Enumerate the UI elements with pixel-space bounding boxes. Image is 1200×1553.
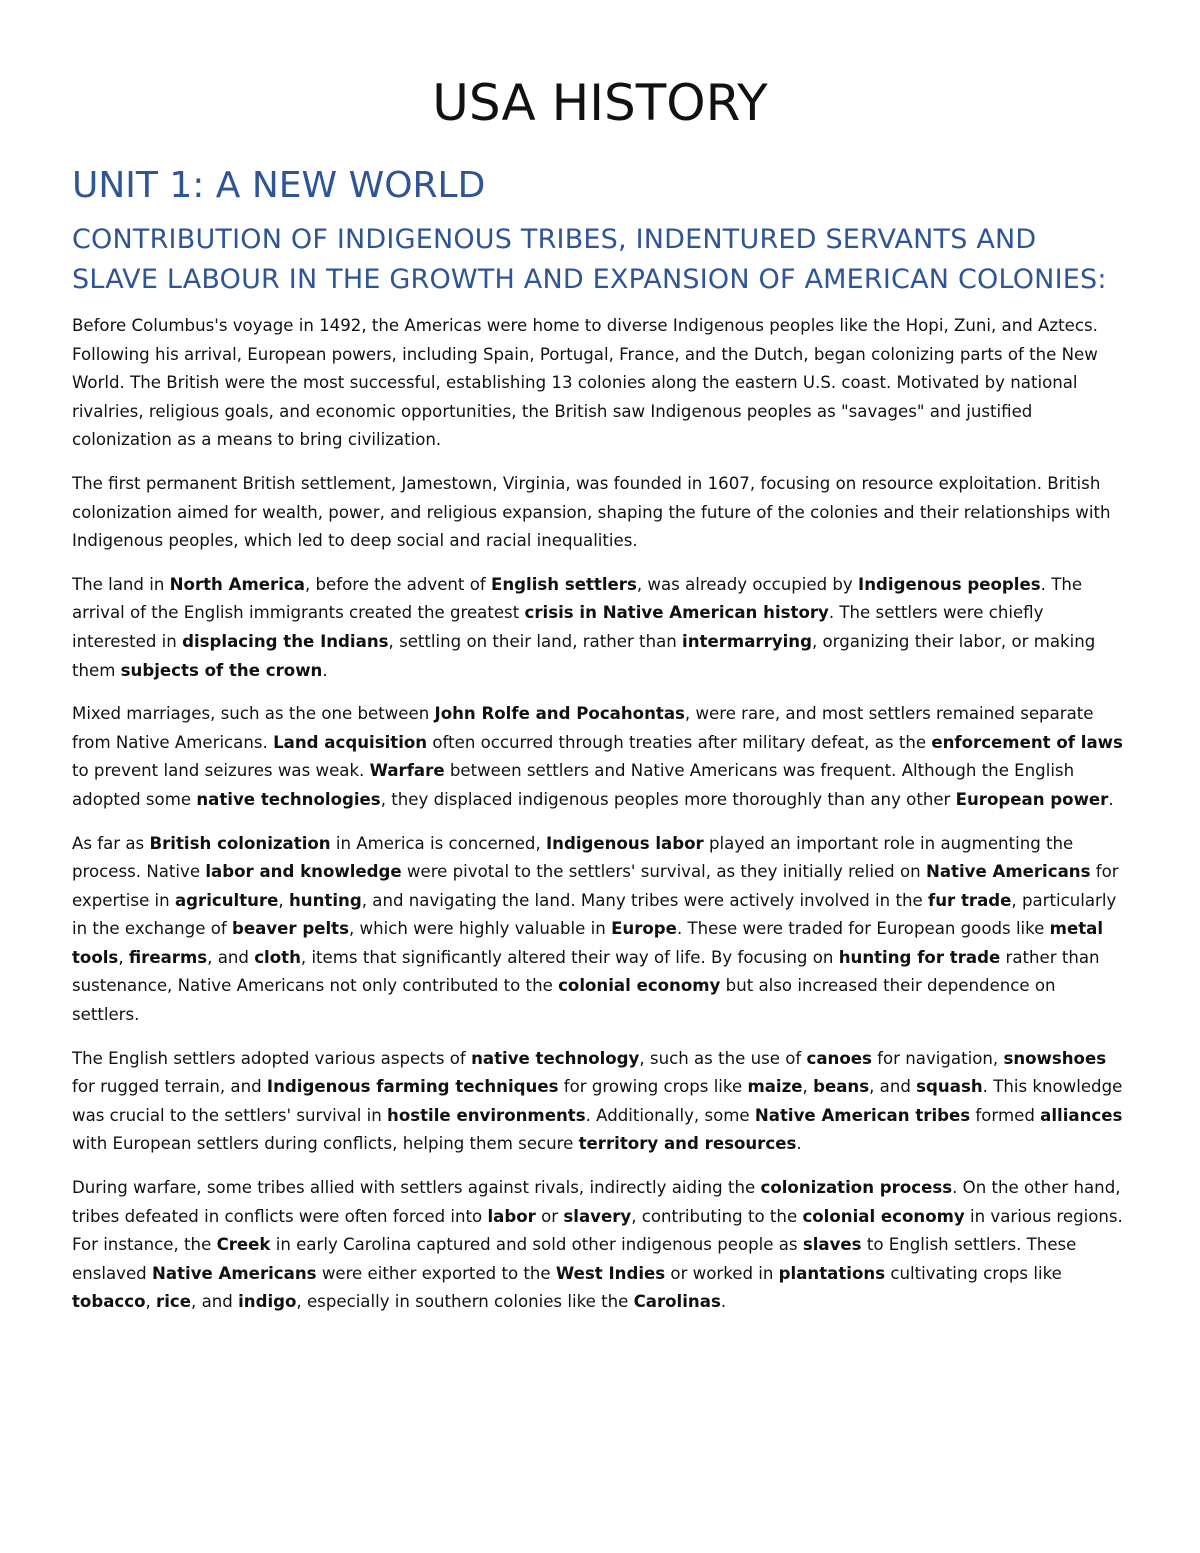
text-run: , and	[207, 947, 255, 967]
bold-term: West Indies	[555, 1263, 666, 1283]
text-run: , organizing their labor, or making them	[72, 631, 1096, 680]
body-text	[72, 312, 1128, 1317]
bold-term: slaves	[802, 1235, 862, 1255]
bold-term: labor	[487, 1206, 536, 1226]
text-run: rather than sustenance, Native Americans not only contributed to the	[72, 947, 1100, 996]
document-title: USA HISTORY	[432, 74, 768, 132]
text-run: , were rare, and most settlers remained separate from Native Americans.	[72, 704, 1094, 752]
bold-term: colonial economy	[558, 976, 721, 996]
text-run: Mixed marriages, such as the one between	[72, 704, 435, 724]
bold-term: territory and resources	[578, 1134, 797, 1154]
bold-term: Indigenous labor	[546, 833, 704, 853]
text-run: The first permanent British settlement, Jamestown, Virginia, was founded in 1607, focusing on resource exploitation. British colonization aimed for wealth, power, and religious expansion, shaping the future of the colonies and their relationships with Indigenous peoples, which led to deep social and racial inequalities.	[72, 473, 1111, 551]
text-run: , settling on their land, rather than	[388, 631, 683, 651]
bold-term: Creek	[216, 1235, 271, 1255]
text-run: ,	[118, 947, 129, 967]
bold-term: Indigenous farming techniques	[266, 1077, 559, 1097]
text-run: , and	[869, 1077, 917, 1097]
paragraph	[72, 571, 1128, 685]
bold-term: Warfare	[369, 761, 445, 781]
text-run: .	[1108, 789, 1114, 809]
text-run: in various regions. For instance, the	[72, 1206, 1123, 1255]
bold-term: tobacco	[72, 1292, 146, 1312]
text-run: , which were highly valuable in	[348, 919, 612, 939]
text-run: formed	[970, 1105, 1041, 1125]
text-run: for expertise in	[72, 862, 1119, 910]
bold-term: colonization process	[760, 1178, 953, 1198]
text-run: ,	[145, 1292, 157, 1312]
bold-term: enforcement of laws	[931, 732, 1123, 752]
bold-term: metal tools	[72, 919, 1104, 967]
text-run: The land in	[72, 574, 170, 594]
bold-term: beans	[813, 1077, 870, 1097]
text-run: to English settlers. These enslaved	[72, 1235, 1077, 1283]
bold-term: native technology	[471, 1048, 640, 1068]
text-run: During warfare, some tribes allied with settlers against rivals, indirectly aiding the	[72, 1178, 761, 1198]
text-run: , and	[191, 1292, 239, 1312]
bold-term: John Rolfe and Pocahontas	[434, 704, 685, 724]
bold-term: Carolinas	[633, 1292, 721, 1312]
text-run: but also increased their dependence on settlers.	[72, 976, 1056, 1025]
bold-term: labor and knowledge	[205, 862, 402, 882]
bold-term: fur trade	[927, 890, 1012, 910]
unit-heading: UNIT 1: A NEW WORLD	[72, 165, 486, 206]
text-run: were pivotal to the settlers' survival, as they initially relied on	[401, 862, 926, 882]
text-run: played an important role in augmenting the process. Native	[72, 833, 1074, 882]
bold-term: subjects of the crown	[120, 660, 323, 680]
bold-term: British colonization	[149, 833, 331, 853]
text-run: or worked in	[665, 1263, 779, 1283]
bold-term: squash	[916, 1077, 983, 1097]
bold-term: hunting for trade	[838, 947, 1001, 967]
paragraph	[72, 1174, 1128, 1317]
bold-term: canoes	[806, 1048, 872, 1068]
bold-term: English settlers	[491, 574, 637, 594]
text-run: often occurred through treaties after military defeat, as the	[427, 732, 932, 752]
bold-term: beaver pelts	[231, 919, 349, 939]
text-run: .	[322, 660, 328, 680]
text-run: to prevent land seizures was weak.	[72, 761, 370, 781]
bold-term: North America	[169, 574, 305, 594]
text-run: , especially in southern colonies like the	[296, 1292, 634, 1312]
text-run: ,	[802, 1077, 814, 1097]
bold-term: cloth	[254, 947, 301, 967]
text-run: between settlers and Native Americans was frequent. Although the English adopted some	[72, 761, 1075, 809]
paragraph	[72, 1045, 1128, 1159]
bold-term: Indigenous peoples	[858, 574, 1041, 594]
bold-term: maize	[747, 1077, 803, 1097]
paragraph	[72, 312, 1128, 455]
text-run: , particularly in the exchange of	[72, 890, 1117, 939]
paragraph	[72, 830, 1128, 1030]
bold-term: native technologies	[196, 789, 381, 809]
bold-term: plantations	[778, 1263, 886, 1283]
bold-term: hunting	[288, 890, 362, 910]
text-run: .	[720, 1292, 727, 1312]
text-run: , such as the use of	[639, 1048, 807, 1068]
text-run: ,	[278, 890, 289, 910]
text-run: cultivating crops like	[885, 1263, 1062, 1283]
text-run: , contributing to the	[631, 1206, 803, 1226]
text-run: , and navigating the land. Many tribes were actively involved in the	[361, 890, 928, 910]
text-run: . The settlers were chiefly interested in	[72, 603, 1044, 651]
text-run: . The arrival of the English immigrants created the greatest	[72, 574, 1083, 623]
text-run: , was already occupied by	[636, 574, 859, 594]
paragraph	[72, 700, 1128, 814]
text-run: or	[535, 1206, 564, 1226]
text-run: . This knowledge was crucial to the settlers' survival in	[72, 1077, 1123, 1125]
text-run: for growing crops like	[558, 1077, 748, 1097]
bold-term: Land acquisition	[273, 732, 428, 752]
bold-term: colonial economy	[802, 1206, 965, 1226]
bold-term: European power	[955, 789, 1109, 809]
bold-term: Native American tribes	[754, 1105, 971, 1125]
bold-term: snowshoes	[1003, 1048, 1107, 1068]
text-run: , before the advent of	[304, 574, 491, 594]
section-heading: CONTRIBUTION OF INDIGENOUS TRIBES, INDENTURED SERVANTS AND SLAVE LABOUR IN THE GROWTH AND EXPANSION OF AMERICAN COLONIES:	[72, 224, 1107, 295]
bold-term: slavery	[563, 1206, 632, 1226]
bold-term: crisis in Native American history	[524, 603, 829, 623]
bold-term: Europe	[611, 919, 677, 939]
text-run: .	[796, 1134, 802, 1154]
text-run: , they displaced indigenous peoples more thoroughly than any other	[380, 789, 956, 809]
text-run: for navigation,	[871, 1048, 1004, 1068]
text-run: with European settlers during conflicts, helping them secure	[72, 1134, 579, 1154]
bold-term: agriculture	[174, 890, 279, 910]
text-run: for rugged terrain, and	[72, 1077, 267, 1097]
paragraph	[72, 470, 1128, 556]
text-run: were either exported to the	[316, 1263, 556, 1283]
bold-term: firearms	[128, 947, 208, 967]
text-run: . These were traded for European goods like	[676, 919, 1050, 939]
text-run: . Additionally, some	[585, 1105, 755, 1125]
bold-term: displacing the Indians	[182, 631, 389, 651]
bold-term: Native Americans	[925, 862, 1091, 882]
text-run: As far as	[72, 833, 150, 853]
text-run: The English settlers adopted various aspects of	[72, 1048, 472, 1068]
bold-term: alliances	[1040, 1105, 1123, 1125]
bold-term: indigo	[238, 1292, 297, 1312]
text-run: Before Columbus's voyage in 1492, the Americas were home to diverse Indigenous peoples like the Hopi, Zuni, and Aztecs. Following his arrival, European powers, including Spain, Portugal, France, and the Dutch, began colonizing parts of the New World. The British were the most successful, establishing 13 colonies along the eastern U.S. coast. Motivated by national rivalries, religious goals, and economic opportunities, the British saw Indigenous peoples as "savages" and justified colonization as a means to bring civilization.	[72, 316, 1098, 450]
text-run: . On the other hand, tribes defeated in conflicts were often forced into	[72, 1178, 1121, 1226]
text-run: in early Carolina captured and sold other indigenous people as	[270, 1235, 803, 1255]
bold-term: rice	[156, 1292, 192, 1312]
text-run: in America is concerned,	[330, 833, 546, 853]
text-run: , items that significantly altered their way of life. By focusing on	[300, 947, 839, 967]
bold-term: hostile environments	[387, 1105, 586, 1125]
bold-term: Native Americans	[152, 1263, 317, 1283]
bold-term: intermarrying	[682, 631, 812, 651]
